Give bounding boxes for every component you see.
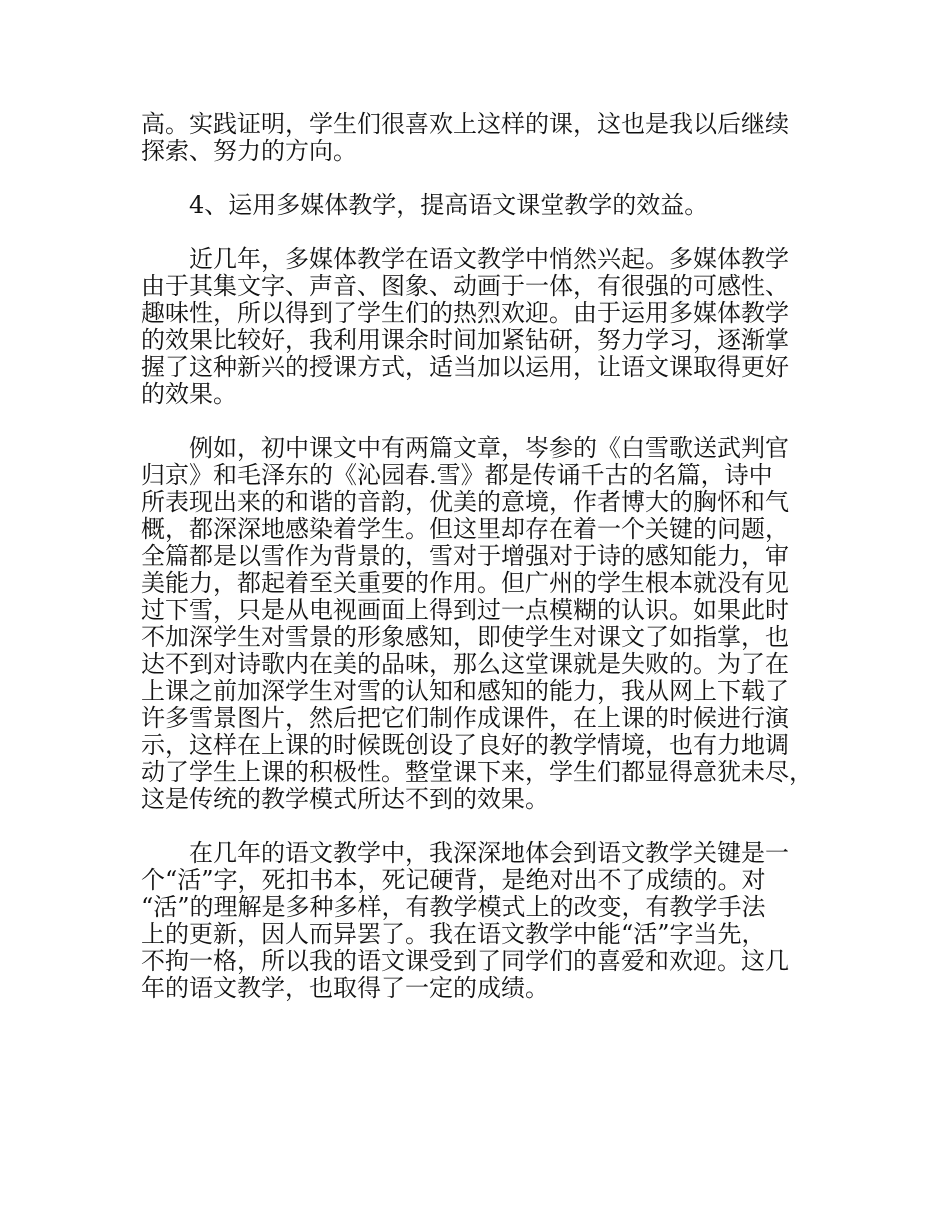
text-line: 归京》和毛泽东的《沁园春.雪》都是传诵千古的名篇，诗中	[141, 461, 773, 489]
text-line: 个“活”字，死扣书本，死记硬背，是绝对出不了成绩的。对	[141, 866, 766, 894]
paragraph-conclusion	[141, 840, 831, 1002]
paragraph-example	[141, 435, 831, 813]
text-line: 在几年的语文教学中，我深深地体会到语文教学关键是一	[189, 839, 789, 867]
text-line: 的效果。	[141, 380, 237, 408]
document-page	[141, 111, 831, 1002]
text-line: 上课之前加深学生对雪的认知和感知的能力，我从网上下载了	[141, 677, 789, 705]
text-line: “活”的理解是多种多样，有教学模式上的改变，有教学手法	[141, 893, 766, 921]
text-line: 近几年，多媒体教学在语文教学中悄然兴起。多媒体教学	[189, 245, 789, 273]
text-line: 例如，初中课文中有两篇文章，岑参的《白雪歌送武判官	[189, 434, 789, 462]
paragraph-multimedia	[141, 246, 831, 408]
text-line: 上的更新，因人而异罢了。我在语文教学中能“活”字当先，	[141, 920, 766, 948]
text-line: 的效果比较好，我利用课余时间加紧钻研，努力学习，逐渐掌	[141, 326, 789, 354]
text-line: 探索、努力的方向。	[141, 137, 357, 165]
text-line: 不拘一格，所以我的语文课受到了同学们的喜爱和欢迎。这几	[141, 947, 789, 975]
text-line: 年的语文教学，也取得了一定的成绩。	[141, 974, 549, 1002]
text-line: 趣味性，所以得到了学生们的热烈欢迎。由于运用多媒体教学	[141, 299, 789, 327]
text-line: 这是传统的教学模式所达不到的效果。	[141, 785, 549, 813]
text-line: 所表现出来的和谐的音韵，优美的意境，作者博大的胸怀和气	[141, 488, 789, 516]
paragraph-spacer	[141, 408, 831, 435]
paragraph-spacer	[141, 219, 831, 246]
text-line: 概，都深深地感染着学生。但这里却存在着一个关键的问题，	[141, 515, 789, 543]
text-line: 过下雪，只是从电视画面上得到过一点模糊的认识。如果此时	[141, 596, 789, 624]
text-line: 握了这种新兴的授课方式，适当加以运用，让语文课取得更好	[141, 353, 789, 381]
heading-line: 4、运用多媒体教学，提高语文课堂教学的效益。	[189, 191, 709, 219]
text-line: 全篇都是以雪作为背景的，雪对于增强对于诗的感知能力，审	[141, 542, 789, 570]
text-line: 许多雪景图片，然后把它们制作成课件，在上课的时候进行演	[141, 704, 789, 732]
paragraph-spacer	[141, 813, 831, 840]
text-line: 美能力，都起着至关重要的作用。但广州的学生根本就没有见	[141, 569, 789, 597]
text-line: 高。实践证明，学生们很喜欢上这样的课，这也是我以后继续	[141, 110, 789, 138]
text-line: 不加深学生对雪景的形象感知，即使学生对课文了如指掌，也	[141, 623, 789, 651]
text-line: 达不到对诗歌内在美的品味，那么这堂课就是失败的。为了在	[141, 650, 789, 678]
paragraph-spacer	[141, 165, 831, 192]
paragraph-continuation	[141, 111, 831, 165]
text-line: 示，这样在上课的时候既创设了良好的教学情境，也有力地调	[141, 731, 789, 759]
section-heading	[141, 192, 831, 219]
text-line: 动了学生上课的积极性。整堂课下来，学生们都显得意犹未尽，	[141, 758, 813, 786]
text-line: 由于其集文字、声音、图象、动画于一体，有很强的可感性、	[141, 272, 789, 300]
